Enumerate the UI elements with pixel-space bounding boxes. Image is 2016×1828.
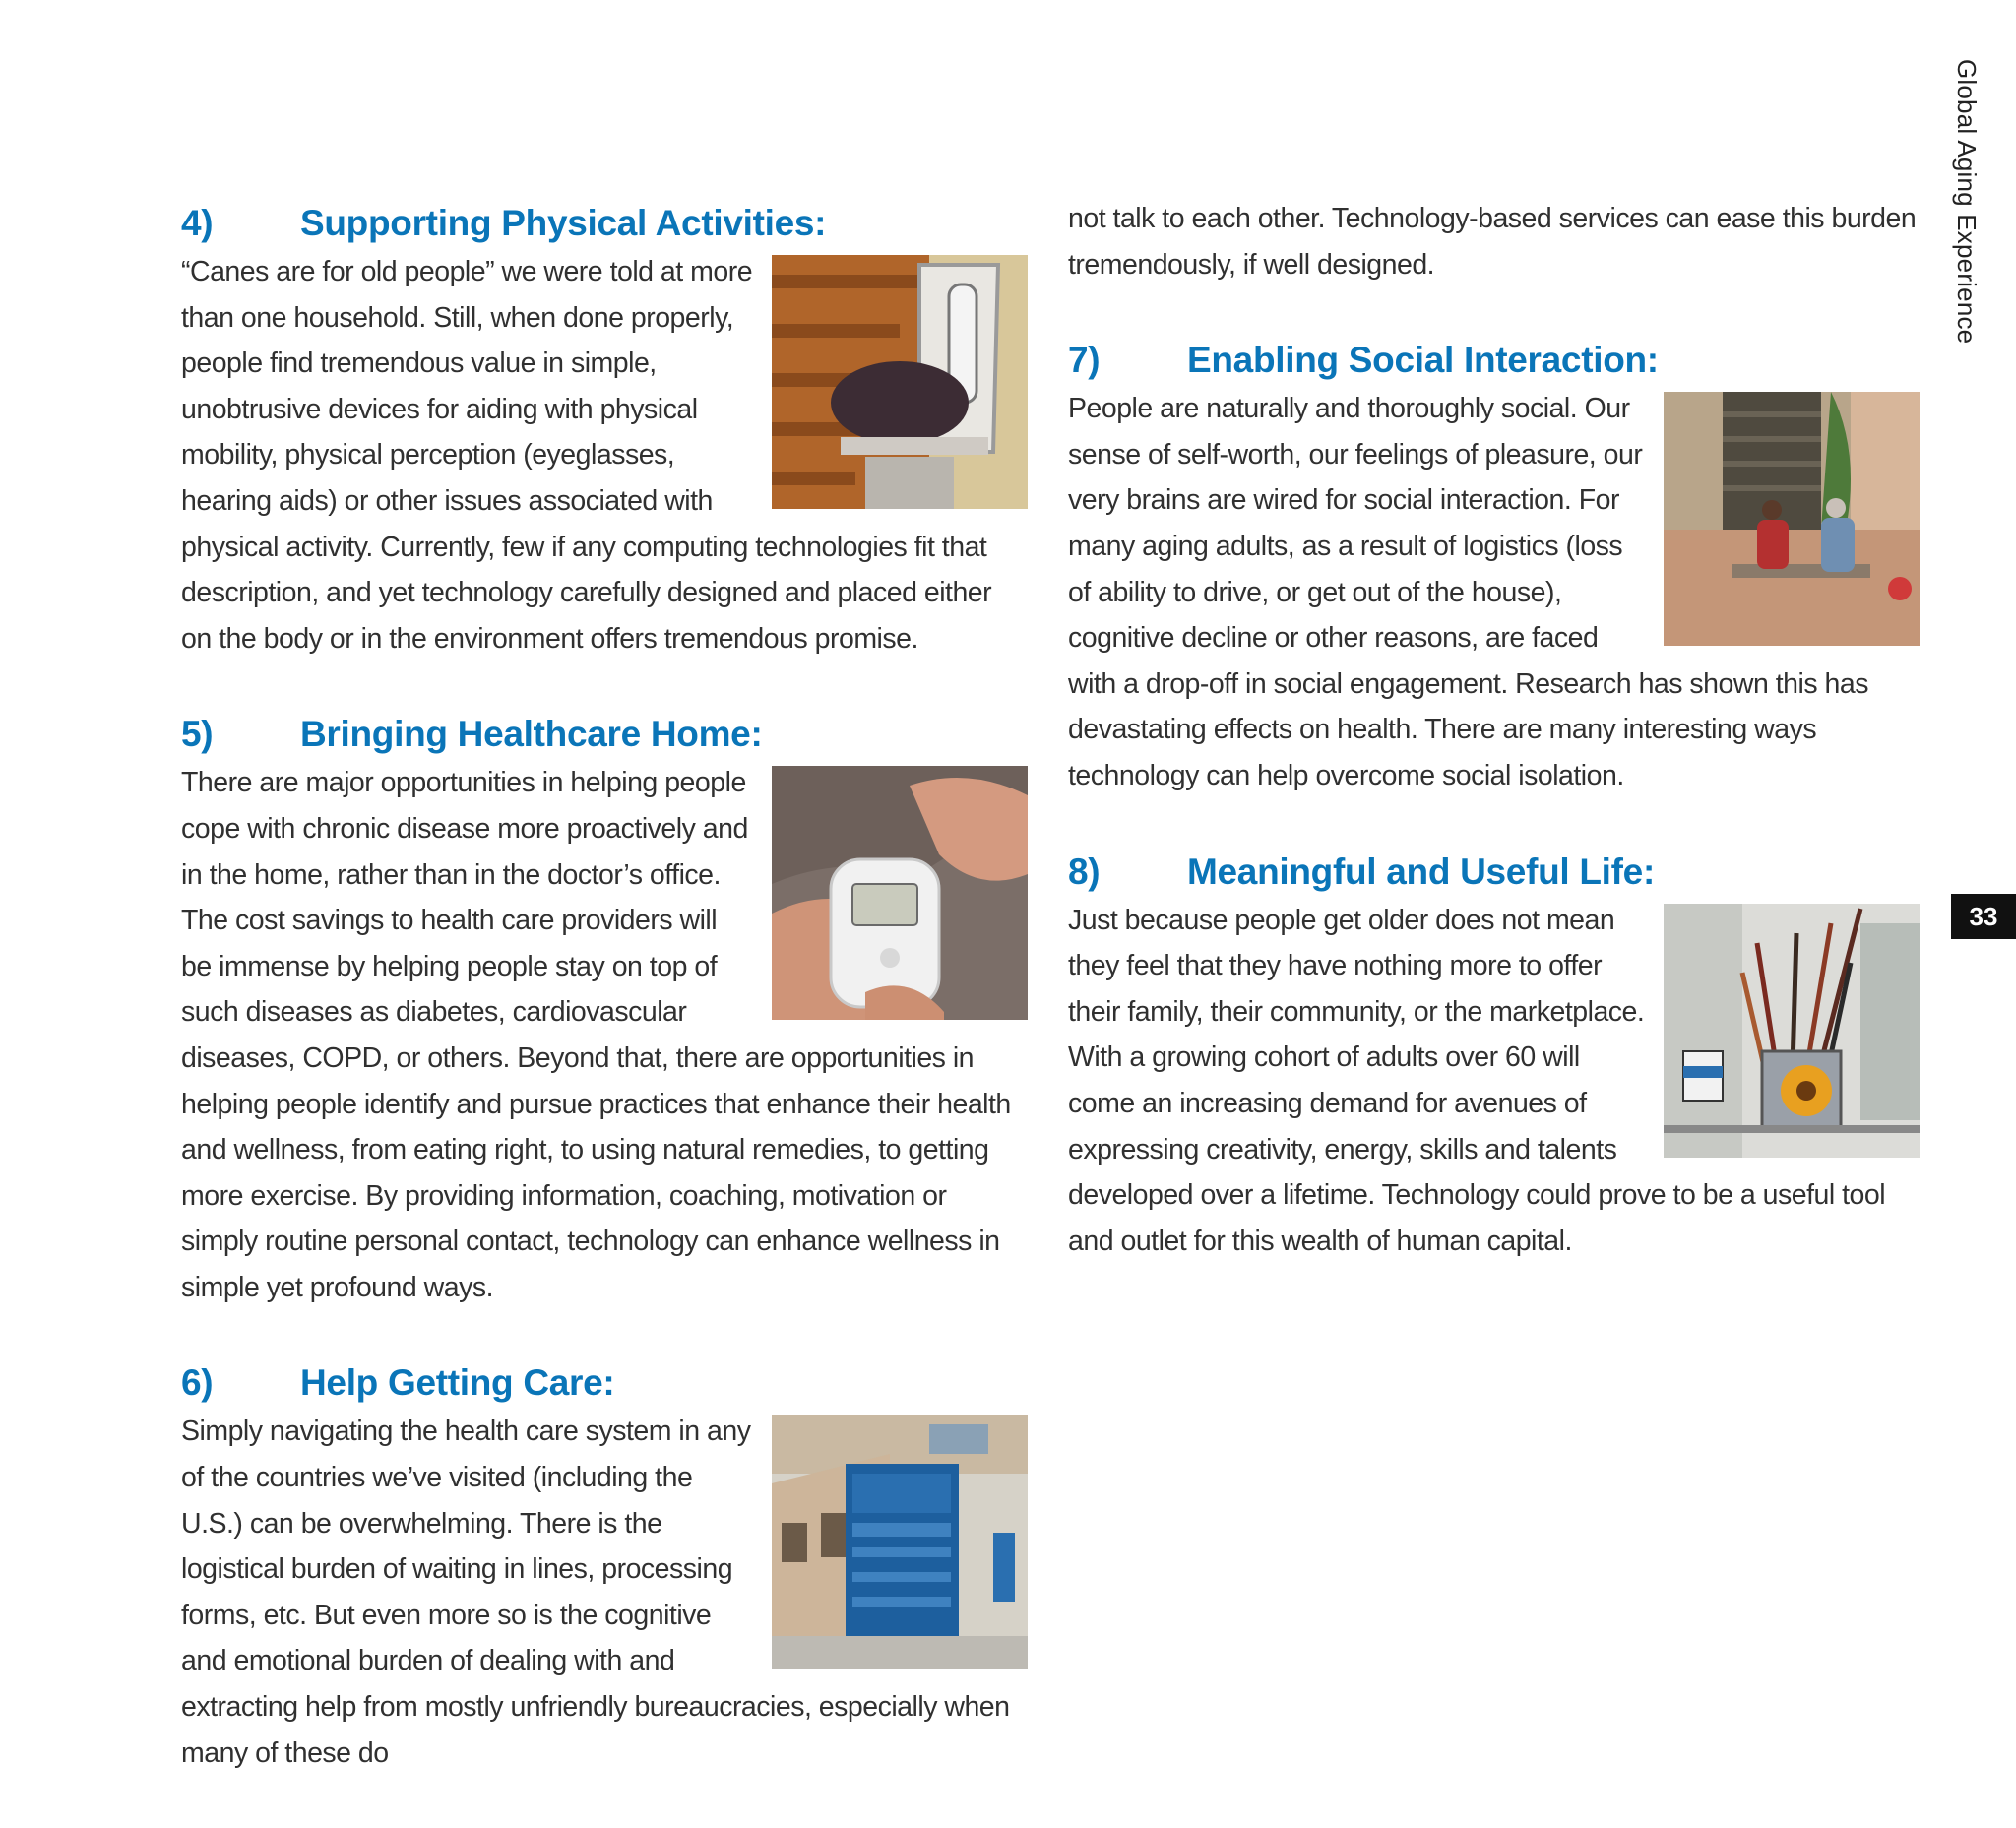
stairlift-photo xyxy=(772,255,1028,509)
section-number: 8) xyxy=(1068,851,1101,892)
section-body: “Canes are for old people” we were told at more than one household. Still, when done properly, people find tremendous value in simple, unobtrusive devices for aiding with physical mobility, physical perception (eyeglasses, hearing aids) or other issues associated with physical activity. Currently, few if any computing technologies fit that description, and yet technology carefully designed and placed either on the body or in the environment offers tremendous promise. xyxy=(181,256,992,655)
running-header: Global Aging Experience xyxy=(1952,59,1982,345)
page-number: 33 xyxy=(1951,894,2016,939)
section-heading xyxy=(181,713,1028,756)
right-column xyxy=(1068,196,1920,1315)
section-heading xyxy=(1068,339,1920,382)
section-7 xyxy=(1068,339,1920,798)
section-title: Help Getting Care: xyxy=(300,1362,615,1404)
section-number: 5) xyxy=(181,714,214,755)
paintbrushes-photo xyxy=(1664,904,1920,1158)
section-heading xyxy=(1068,851,1920,894)
section-5 xyxy=(181,713,1028,1310)
section-heading xyxy=(181,1361,1028,1405)
section-title: Supporting Physical Activities: xyxy=(300,203,827,243)
section-6 xyxy=(181,1361,1028,1776)
section-heading xyxy=(181,202,1028,245)
section-body: Just because people get older does not mean they feel that they have nothing more to offer their family, their community, or the marketplace. With a growing cohort of adults over 60 will come an increasing demand for avenues of expressing creativity, energy, skills and talents developed over a lifetime. Technology could prove to be a useful tool and outlet for this wealth of human capital. xyxy=(1068,904,1886,1257)
continued-text: not talk to each other. Technology-based services can ease this burden tremendously, if well designed. xyxy=(1068,203,1917,281)
two-women-bench-photo xyxy=(1664,392,1920,646)
section-body: There are major opportunities in helping people cope with chronic disease more proactively and in the home, rather than in the doctor’s office. The cost savings to health care providers will be immense by helping people stay on top of such diseases as diabetes, cardiovascular diseases, COPD, or others. Beyond that, there are opportunities in helping people identify and pursue practices that enhance their health and wellness, from eating right, to using natural remedies, to getting more exercise. By providing information, coaching, motivation or simply routine personal contact, technology can enhance wellness in simple yet profound ways. xyxy=(181,767,1011,1303)
section-body: People are naturally and thoroughly social. Our sense of self-worth, our feelings of pleasure, our very brains are wired for social interaction. For many aging adults, as a result of logistics (loss of ability to drive, or get out of the house), cognitive decline or other reasons, are faced with a drop-off in social engagement. Research has shown this has devastating effects on health. There are many interesting ways technology can help overcome social isolation. xyxy=(1068,393,1868,791)
section-title: Meaningful and Useful Life: xyxy=(1187,851,1655,892)
section-8 xyxy=(1068,851,1920,1265)
left-column xyxy=(181,202,1028,1827)
section-number: 6) xyxy=(181,1362,214,1404)
glucose-meter-photo xyxy=(772,766,1028,1020)
section-title: Enabling Social Interaction: xyxy=(1187,340,1659,381)
section-4 xyxy=(181,202,1028,662)
section-body: Simply navigating the health care system in any of the countries we’ve visited (including the U.S.) can be overwhelming. There is the logistical burden of waiting in lines, processing forms, etc. But even more so is the cognitive and emotional burden of dealing with and extracting help from mostly unfriendly bureaucracies, especially when many of these do xyxy=(181,1416,1010,1769)
section-number: 4) xyxy=(181,203,214,243)
section-number: 7) xyxy=(1068,340,1101,381)
section-title: Bringing Healthcare Home: xyxy=(300,714,763,755)
hospital-sign-photo xyxy=(772,1415,1028,1669)
